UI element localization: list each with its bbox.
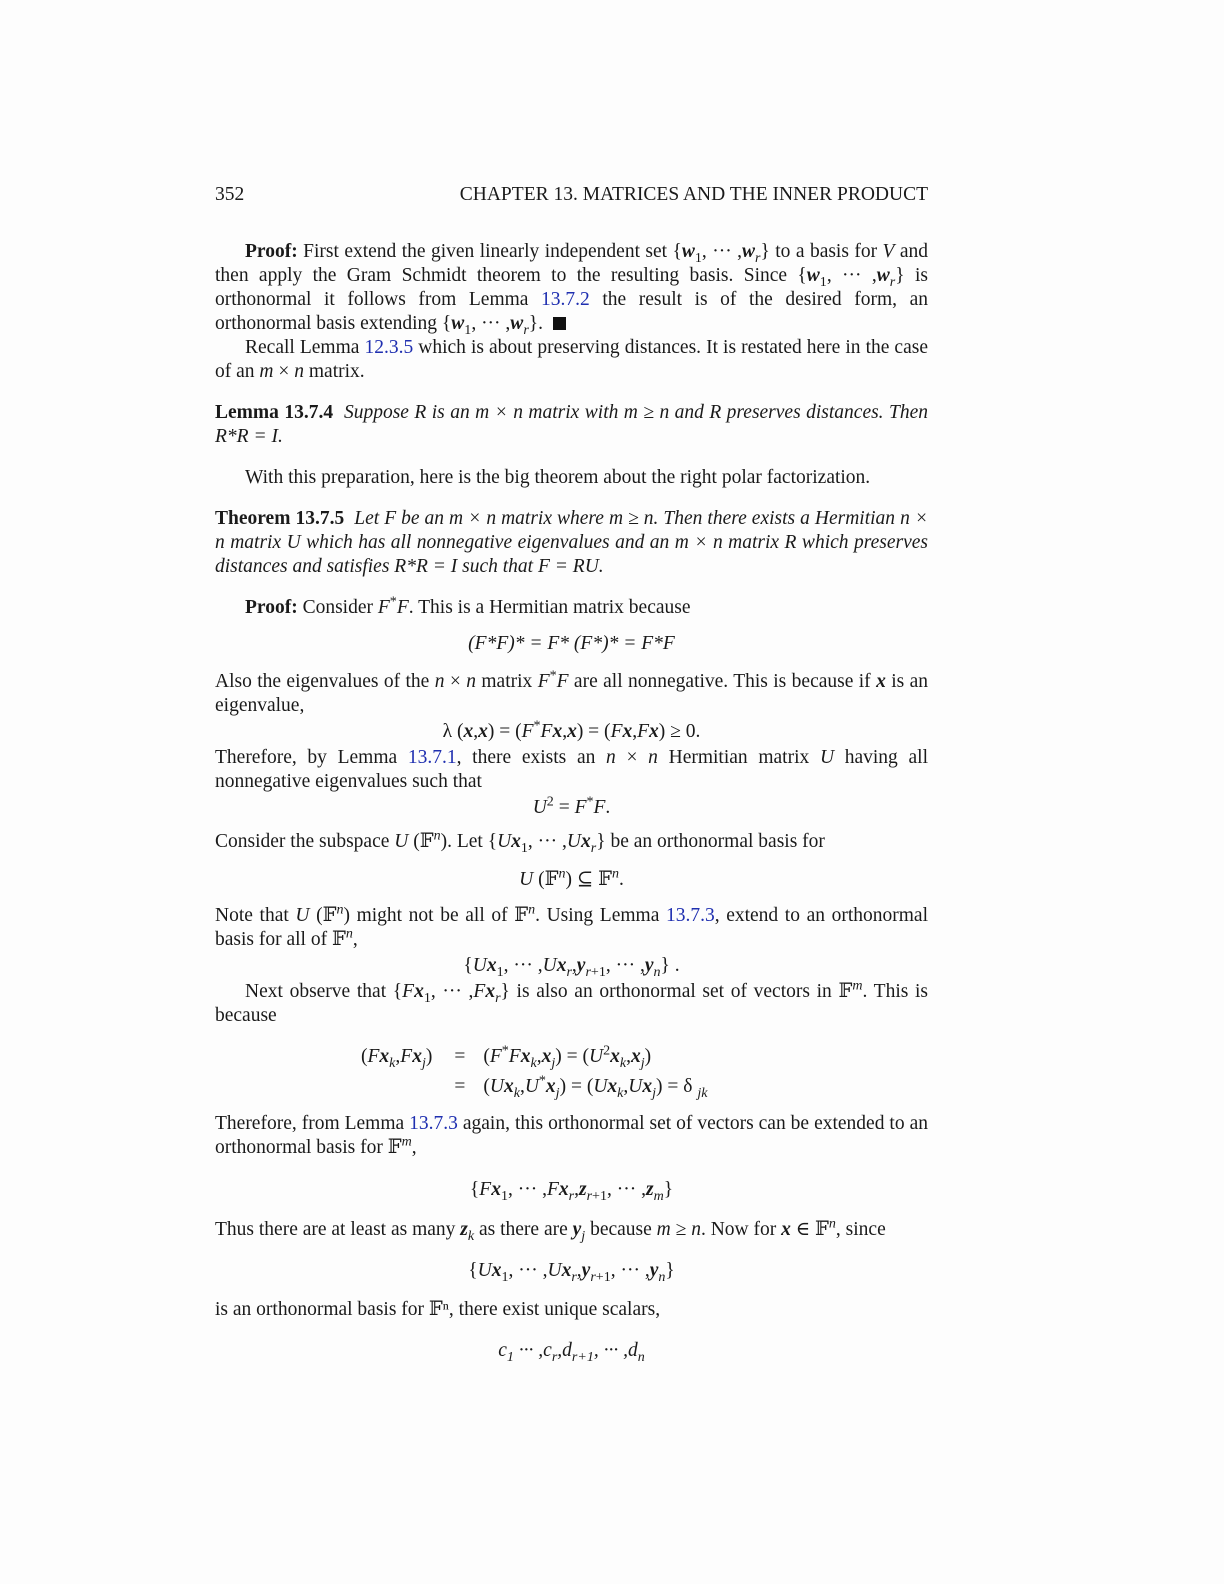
equation-hermitian: (F*F)* = F* (F*)* = F*F bbox=[468, 633, 675, 654]
text: Thus there are at least as many bbox=[215, 1219, 461, 1240]
eigenvalue-paragraph: Also the eigenvalues of the n × n matrix F*F are all nonnegative. This is because if x is an eigenvalue, bbox=[215, 667, 928, 716]
text: . Using Lemma bbox=[535, 905, 666, 926]
text: }. bbox=[528, 313, 544, 334]
text: , extend to an orthonormal basis for all of bbox=[215, 905, 929, 950]
equation-subspace: U (𝔽$^n$) ⊆ 𝔽$^n$. bbox=[519, 865, 624, 890]
theorem-body: Let F be an m × n matrix where m ≥ n. Then there exists a Hermitian n × n matrix U which has all nonnegative eigenvalues and an m × n matrix R which preserves distances and satisfies R*R = I such that F = RU. bbox=[215, 508, 928, 577]
lemma-1371-paragraph: Therefore, by Lemma 13.7.1, there exists an n × n Hermitian matrix U having all nonnegative eigenvalues such that bbox=[215, 747, 928, 792]
lemma-link[interactable]: 12.3.5 bbox=[364, 337, 414, 358]
text: . This is because bbox=[215, 981, 928, 1026]
text: Also the eigenvalues of the bbox=[215, 671, 435, 692]
recall-paragraph: Recall Lemma 12.3.5 which is about preserving distances. It is restated here in the case of an m × n matrix. bbox=[215, 337, 928, 382]
at-least-paragraph: Thus there are at least as many $z_k$ as there are $y_j$ because m ≥ n. Now for x ∈ 𝔽$^n$, since bbox=[215, 1215, 886, 1244]
text: Next observe that { bbox=[245, 981, 403, 1002]
text: Note that bbox=[215, 905, 296, 926]
theorem-label: Theorem 13.7.5 bbox=[215, 508, 345, 529]
extend-basis-paragraph: Note that U (𝔽$^n$) might not be all of 𝔽$^n$. Using Lemma 13.7.3, extend to an orthonormal basis for all of 𝔽$^n$, bbox=[215, 901, 929, 950]
text: Therefore, from Lemma bbox=[215, 1113, 410, 1134]
text: } be an orthonormal basis for bbox=[596, 831, 825, 852]
text: Hermitian matrix bbox=[657, 747, 820, 768]
document-page bbox=[215, 180, 928, 1363]
equation-basis-fn-2: {$Ux_1$, ··· $,Ux_r,y_{r+1}$, ··· $,y_n$} bbox=[468, 1260, 675, 1285]
text: . Now for bbox=[700, 1219, 782, 1240]
text: } is orthonormal it follows from Lemma bbox=[215, 265, 928, 310]
orthonormal-set-paragraph: Next observe that {$Fx_1$, ··· $,Fx_r$} is also an orthonormal set of vectors in 𝔽$^m$. This is because bbox=[215, 977, 928, 1026]
text: matrix bbox=[476, 671, 538, 692]
text: . Let { bbox=[447, 831, 498, 852]
preparation-paragraph: With this preparation, here is the big theorem about the right polar factorization. bbox=[245, 467, 871, 488]
unique-scalars-paragraph: is an orthonormal basis for 𝔽ⁿ, there exist unique scalars, bbox=[215, 1299, 661, 1320]
text: is an eigenvalue, bbox=[215, 671, 928, 716]
lemma-link[interactable]: 13.7.1 bbox=[407, 747, 457, 768]
text: the result is of the desired form, an orthonormal basis extending { bbox=[215, 289, 928, 334]
proof-paragraph: Proof: First extend the given linearly independent set {$w_1$, ··· $,w_r$} to a basis for V and then apply the Gram Schmidt theorem to the resulting basis. Since {$w_1$, ··· $,w_r$} is orthonormal it follows from Lemma 13.7.2 the result is of the desired form, an orthonormal basis extending {$w_1$, ··· $,w_r$}. bbox=[215, 241, 929, 338]
equation-basis-fm: {$Fx_1$, ··· $,Fx_r,z_{r+1}$, ··· $,z_m$} bbox=[469, 1179, 674, 1204]
text: Therefore, by Lemma bbox=[215, 747, 408, 768]
text: Recall Lemma bbox=[245, 337, 365, 358]
extend-fm-paragraph: Therefore, from Lemma 13.7.3 again, this orthonormal set of vectors can be extended to an orthonormal basis for 𝔽$^m$, bbox=[215, 1113, 928, 1158]
equation-basis-fn: {$Ux_1$, ··· $,Ux_r,y_{r+1}$, ··· $,y_n$} . bbox=[463, 955, 680, 980]
proof-label: Proof: bbox=[245, 241, 298, 262]
lemma-statement bbox=[215, 401, 928, 449]
subspace-paragraph: Consider the subspace U (𝔽$^n$). Let {$Ux_1$, ··· $,Ux_r$} be an orthonormal basis for bbox=[215, 827, 825, 856]
text: First extend the given linearly independent set { bbox=[303, 241, 682, 262]
text: Consider the subspace bbox=[215, 831, 395, 852]
text: because bbox=[585, 1219, 657, 1240]
chapter-title: CHAPTER 13. MATRICES AND THE INNER PRODUCT bbox=[459, 184, 928, 205]
text: Consider bbox=[302, 597, 378, 618]
text: , since bbox=[835, 1219, 886, 1240]
aligned-equations: $(Fx_k,Fx_j)$ = $(F^*Fx_k,x_j) = (U^2x_k,x_j)$ = $(Ux_k,U^*x_j) = (Ux_k,Ux_j) = \delta$ $_{jk}$ bbox=[361, 1042, 708, 1101]
text: might not be all of bbox=[349, 905, 515, 926]
equation-u-squared: $U^2 = F^*F$. bbox=[532, 793, 611, 818]
text: as there are bbox=[474, 1219, 573, 1240]
running-header bbox=[215, 180, 928, 210]
text: matrix. bbox=[304, 361, 365, 382]
proof-label: Proof: bbox=[245, 597, 298, 618]
text: which is about preserving distances. It is restated here in the case of an bbox=[215, 337, 928, 382]
text: . This is a Hermitian matrix because bbox=[408, 597, 691, 618]
text: and then apply the Gram Schmidt theorem to the resulting basis. Since { bbox=[215, 241, 929, 286]
text: again, this orthonormal set of vectors can be extended to an orthonormal basis for bbox=[215, 1113, 928, 1158]
lemma-link[interactable]: 13.7.3 bbox=[409, 1113, 458, 1134]
lemma-link[interactable]: 13.7.3 bbox=[665, 905, 715, 926]
proof-paragraph: Proof: Consider F*F. This is a Hermitian matrix because bbox=[245, 593, 691, 618]
lemma-label: Lemma 13.7.4 bbox=[215, 402, 334, 423]
page-number: 352 bbox=[215, 184, 245, 205]
equation-eigenvalue: λ (x,x) = (F*Fx,x) = (Fx,Fx) ≥ 0. bbox=[442, 717, 701, 742]
lemma-link[interactable]: 13.7.2 bbox=[541, 289, 590, 310]
text: } to a basis for bbox=[760, 241, 883, 262]
text: , there exists an bbox=[456, 747, 607, 768]
lemma-body: Suppose R is an m × n matrix with m ≥ n and R preserves distances. Then R*R = I. bbox=[215, 402, 928, 447]
text: are all nonnegative. This is because if bbox=[568, 671, 877, 692]
text: having all nonnegative eigenvalues such that bbox=[215, 747, 928, 792]
equation-scalars: $c_1$ ··· $,c_r,d_{r+1}$, ··· $,d_n$ bbox=[498, 1340, 645, 1365]
theorem-statement bbox=[215, 507, 928, 579]
text: } is also an orthonormal set of vectors in bbox=[500, 981, 839, 1002]
qed-symbol bbox=[553, 317, 566, 330]
